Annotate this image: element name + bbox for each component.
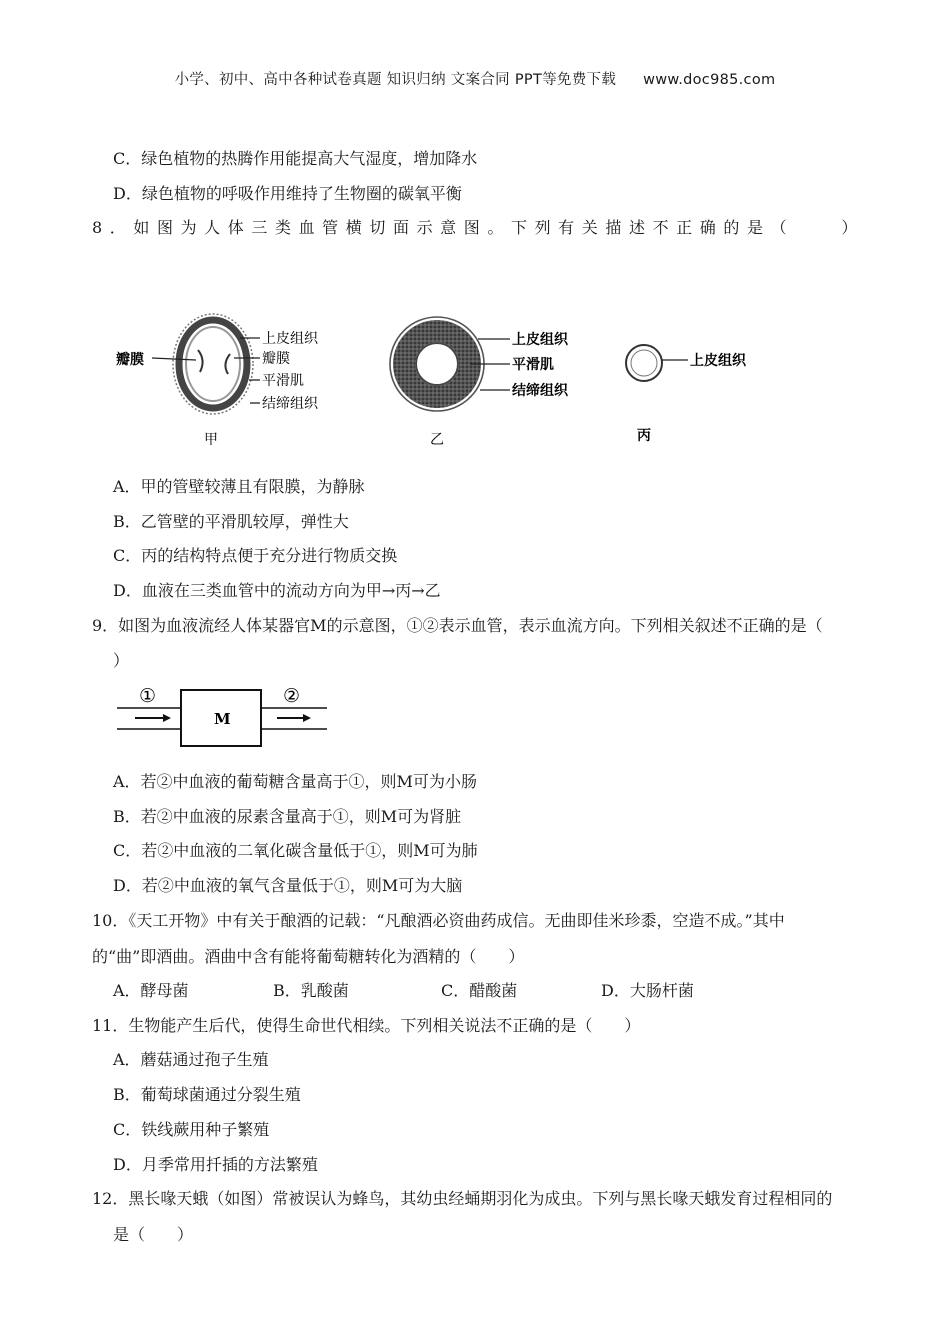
q9-stem-line2: ） (113, 651, 130, 670)
header-text: 小学、初中、高中各种试卷真题 知识归纳 文案合同 PPT等免费下载 (174, 72, 617, 88)
yi-label-1: 上皮组织 (512, 332, 568, 348)
q8-option-a: A．甲的管壁较薄且有限膜，为静脉 (113, 477, 365, 496)
yi-label-3: 结缔组织 (512, 383, 568, 399)
jia-label-3: 平滑肌 (262, 373, 304, 389)
header-site: www.doc985.com (643, 72, 776, 88)
q9-organ-label: M (214, 710, 231, 728)
jia-label-2: 瓣膜 (262, 351, 290, 367)
q12-stem-line1: 12．黑长喙天蛾（如图）常被误认为蜂鸟，其幼虫经蛹期羽化为成虫。下列与黑长喙天蛾发育过程相同的 (92, 1189, 833, 1208)
q9-organ-figure (115, 680, 335, 752)
q9-stem-line1: 9．如图为血液流经人体某器官M的示意图，①②表示血管，表示血流方向。下列相关叙述不正确的是（ (92, 616, 823, 635)
q9-option-a: A．若②中血液的葡萄糖含量高于①，则M可为小肠 (113, 772, 477, 791)
jia-left-label: 瓣膜 (116, 352, 144, 368)
q9-option-d: D．若②中血液的氧气含量低于①，则M可为大脑 (113, 876, 463, 895)
q7-option-d: D．绿色植物的呼吸作用维持了生物圈的碳氧平衡 (113, 184, 462, 203)
jia-caption: 甲 (204, 432, 218, 448)
vessel-yi (390, 317, 569, 448)
q8-option-d: D．血液在三类血管中的流动方向为甲→丙→乙 (113, 581, 441, 600)
q8-option-c: C．丙的结构特点便于充分进行物质交换 (113, 546, 398, 565)
q9-option-b: B．若②中血液的尿素含量高于①，则M可为肾脏 (113, 807, 462, 826)
q11-option-b: B．葡萄球菌通过分裂生殖 (113, 1085, 301, 1104)
yi-caption: 乙 (430, 432, 444, 448)
page-header (0, 68, 950, 89)
jia-label-1: 上皮组织 (262, 331, 318, 347)
q12-stem-line2: 是（ ） (113, 1225, 194, 1244)
q9-in-label: ① (139, 685, 157, 707)
vessel-bing (626, 345, 747, 444)
q7-option-c: C．绿色植物的热腾作用能提高大气湿度，增加降水 (113, 149, 478, 168)
q10-option-c: C．醋酸菌 (441, 981, 518, 1000)
bing-label: 上皮组织 (690, 353, 746, 369)
q10-option-a: A．酵母菌 (113, 981, 189, 1000)
bing-caption: 丙 (637, 428, 651, 444)
q8-option-b: B．乙管壁的平滑肌较厚，弹性大 (113, 512, 349, 531)
q10-option-d: D．大肠杆菌 (601, 981, 694, 1000)
vessel-jia (116, 314, 319, 448)
q11-option-a: A．蘑菇通过孢子生殖 (113, 1050, 269, 1069)
q9-option-c: C．若②中血液的二氧化碳含量低于①，则M可为肺 (113, 841, 478, 860)
q8-stem: 8．如图为人体三类血管横切面示意图。下列有关描述不正确的是（ ） (92, 218, 865, 237)
q10-option-b: B．乳酸菌 (273, 981, 349, 1000)
q10-stem-line1: 10．《天工开物》中有关于酿酒的记载：“凡酿酒必资曲药成信。无曲即佳米珍黍，空造不成。”其中 (92, 911, 785, 930)
q11-option-d: D．月季常用扦插的方法繁殖 (113, 1155, 318, 1174)
q11-stem: 11．生物能产生后代，使得生命世代相续。下列相关说法不正确的是（ ） (92, 1016, 641, 1035)
jia-label-4: 结缔组织 (262, 396, 318, 412)
q8-vessel-figure (110, 310, 800, 450)
q9-out-label: ② (283, 685, 301, 707)
yi-label-2: 平滑肌 (512, 357, 554, 373)
q11-option-c: C．铁线蕨用种子繁殖 (113, 1120, 270, 1139)
q10-stem-line2: 的“曲”即酒曲。酒曲中含有能将葡萄糖转化为酒精的（ ） (92, 947, 525, 966)
